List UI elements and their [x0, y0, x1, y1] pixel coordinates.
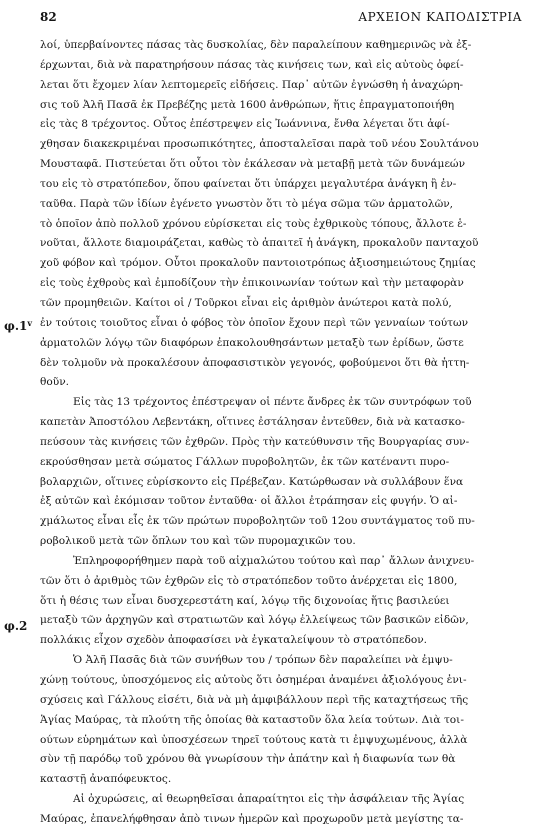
text-line: πολλάκις εἶχον σχεδὸν ἀποφασίσει νὰ ἐγκαταλείψουν τὸ στρατόπεδον. [40, 634, 428, 647]
text-line: ταῦθα. Παρὰ τῶν ἰδίων ἐγένετο γνωστὸν ὅτι τὸ μέγα σῶμα τῶν ἀρματολῶν, [40, 197, 454, 210]
text-line: ἐν τούτοις τοιοῦτος εἶναι ὁ φόβος τὸν ὁποῖον ἔχουν περὶ τῶν γενναίων τούτων [40, 316, 469, 329]
folio-label: φ.2 [4, 619, 28, 633]
text-line: καταστῇ ἀναπόφευκτος. [40, 773, 172, 786]
text-line: καπετὰν Ἀποστόλου Λεβεντάκη, οἵτινες ἐστάλησαν ἐντεῦθεν, διὰ νὰ κατασκο- [40, 416, 465, 429]
text-line: ἀρματολῶν λόγῳ τῶν διαφόρων ἐπακολουθησάντων μεταξὺ των ἐρίδων, ὥστε [40, 336, 464, 349]
page-header [40, 10, 522, 28]
folio-marker-2 [4, 619, 27, 633]
text-line: εἰς τὰς 8 τρέχοντος. Οὗτος ἐπέστρεψεν εἰς Ἰωάννινα, ἔνθα λέγεται ὅτι ἀφί- [40, 118, 450, 131]
text-line: λοί, ὑπερβαίνοντες πάσας τὰς δυσκολίας, δὲν παραλείπουν καθημερινῶς νὰ ἐξ- [40, 39, 472, 51]
text-line: χμάλωτος εἶναι εἷς ἐκ τῶν πρώτων πυροβολητῶν τοῦ 12ου συντάγματος τοῦ πυ- [40, 515, 475, 528]
text-line: τῶν ὅτι ὁ ἀριθμὸς τῶν ἐχθρῶν εἰς τὸ στρατόπεδον τοῦτο ἀνέρχεται εἰς 1800, [40, 574, 458, 587]
text-line: πεύσουν τὰς κινήσεις τῶν ἐχθρῶν. Πρὸς τὴν κατεύθυνσιν τῆς Βουργαρίας συν- [40, 435, 470, 448]
running-title: ΑΡΧΕΙΟΝ ΚΑΠΟΔΙΣΤΡΙΑ [358, 10, 522, 24]
text-line: έρχωνται, διὰ νὰ παρατηρήσουν πάσας τὰς κινήσεις των, καὶ εἰς αὐτοὺς ὀφεί- [40, 58, 464, 71]
text-line: Εἰς τὰς 13 τρέχοντος ἐπέστρεψαν οἱ πέντε ἄνδρες ἐκ τῶν συντρόφων τοῦ [73, 396, 472, 409]
text-line: βολαρχιῶν, οἵτινες εὑρίσκοντο εἰς Πρέβεζαν. Κατώρθωσαν νὰ συλλάβουν ἕνα [40, 475, 464, 488]
text-line: χώνῃ τούτους, ὑποσχόμενος εἰς αὐτοὺς ὅτι ὀσημέραι ἀναμένει ἀξιολόγους ἐνι- [40, 674, 467, 686]
text-line: λεται ὅτι ἔχομεν λίαν λεπτομερεῖς εἰδήσεις. Παρ᾽ αὐτῶν ἐγνώσθη ἡ ἀναχώρη- [40, 78, 464, 91]
text-line: ἐξ αὐτῶν καὶ ἐκόμισαν τοῦτον ἐνταῦθα· οἱ ἄλλοι ἐτράπησαν εἰς φυγήν. Ὁ αἰ- [40, 495, 458, 508]
folio-superscript: v [27, 318, 33, 328]
folio-marker-1v [4, 318, 32, 333]
text-line: του εἰς τὸ στρατόπεδον, ὅπου φαίνεται ὅτι ὑπάρχει μεγαλυτέρα ἀνάγκη ἢ ἐν- [40, 177, 457, 190]
text-line: Ἁγίας Μαύρας, τὰ πλούτη τῆς ὁποίας θὰ καταστοῦν ὅλα λεία τούτων. Διὰ τοι- [40, 713, 464, 726]
text-line: Ὁ Ἀλῆ Πασᾶς διὰ τῶν συνήθων του / τρόπων δὲν παραλείπει νὰ ἐμψυ- [73, 654, 453, 667]
text-line: Ἐπληροφορήθημεν παρὰ τοῦ αἰχμαλώτου τούτου καὶ παρ᾽ ἄλλων ἀνιχνευ- [73, 554, 475, 567]
text-line: εἰς τοὺς ἐχθροὺς καὶ ἐμποδίζουν τὴν ἐπικοινωνίαν τούτων καὶ τὴν μεταφορὰν [40, 277, 464, 290]
text-line: τῶν προμηθειῶν. Καίτοι οἱ / Τοῦρκοι εἶναι εἰς ἀριθμὸν ἀνώτεροι κατὰ πολύ, [40, 296, 452, 309]
text-line: χθησαν διακεκριμέναι προσωπικότητες, ἀποσταλεῖσαι παρὰ τοῦ νέου Σουλτάνου [40, 138, 479, 151]
text-line: Αἱ ὀχυρώσεις, αἱ θεωρηθεῖσαι ἀπαραίτητοι εἰς τὴν ἀσφάλειαν τῆς Ἁγίας [73, 793, 465, 806]
text-line: νοῦται, ἄλλοτε διαμοιράζεται, καθὼς τὸ ἀπαιτεῖ ἡ ἀνάγκη, προκαλοῦν πανταχοῦ [40, 237, 479, 250]
text-line: μεταξὺ τῶν ἀρχηγῶν καὶ στρατιωτῶν καὶ λόγῳ ἐλλείψεως τῶν βασικῶν εἰδῶν, [40, 614, 469, 627]
text-line: Μαύρας, ἐπανελήφθησαν ἀπὸ τινων ἡμερῶν καὶ προχωροῦν μετὰ μεγίστης τα- [40, 812, 464, 825]
text-line: ροβολικοῦ μετὰ τῶν ὅπλων του καὶ τῶν πυρομαχικῶν του. [40, 535, 356, 548]
text-line: ούτων εὑρημάτων καὶ ὑποσχέσεων τηρεῖ τούτους κατὰ τι ἐμψυχωμένους, ἀλλὰ [40, 733, 468, 746]
text-line: σχύσεις καὶ Γάλλους εἰσέτι, διὰ νὰ μὴ ἀμφιβάλλουν περὶ τῆς καταχτήσεως τῆς [40, 693, 469, 706]
text-line: Μουσταφᾶ. Πιστεύεται ὅτι οὗτοι τὸν ἐκάλεσαν νὰ μεταβῇ μετὰ τῶν δυνάμεών [40, 158, 466, 171]
text-line: χοῦ φόβον καὶ τρόμον. Οὗτοι προκαλοῦν παντοιοτρόπως ἀξιοσημειώτους ζημίας [40, 257, 476, 270]
text-line: δὲν τολμοῦν νὰ προκαλέσουν ἀποφασιστικὸν γεγονός, φοβούμενοι ὅτι θὰ ἡττη- [40, 356, 470, 369]
page-number: 82 [40, 10, 57, 24]
body-text [40, 36, 524, 830]
text-line: τὸ ὁποῖον ἀπὸ πολλοῦ χρόνου εὑρίσκεται εἰς τοὺς ἐχθρικοὺς τόπους, ἄλλοτε ἑ- [40, 217, 467, 230]
text-line: θοῦν. [40, 376, 70, 389]
text-line: σὺν τῇ παρόδῳ τοῦ χρόνου θὰ γνωρίσουν τὴν ἀπάτην καὶ ἡ διαφωνία των θὰ [40, 753, 456, 766]
folio-label: φ.1 [4, 319, 28, 333]
text-line: ὅτι ἡ θέσις των εἶναι δυσχερεστάτη καί, λόγῳ τῆς διχονοίας ἥτις βασιλεύει [40, 594, 450, 607]
text-line: σις τοῦ Ἀλῆ Πασᾶ ἐκ Πρεβέζης μετὰ 1600 ἀνθρώπων, ἥτις ἐπραγματοποιήθη [40, 98, 455, 111]
text-line: εκρούσθησαν μετὰ σώματος Γάλλων πυροβολητῶν, ἐκ τῶν κατέναντι πυρο- [40, 455, 450, 468]
